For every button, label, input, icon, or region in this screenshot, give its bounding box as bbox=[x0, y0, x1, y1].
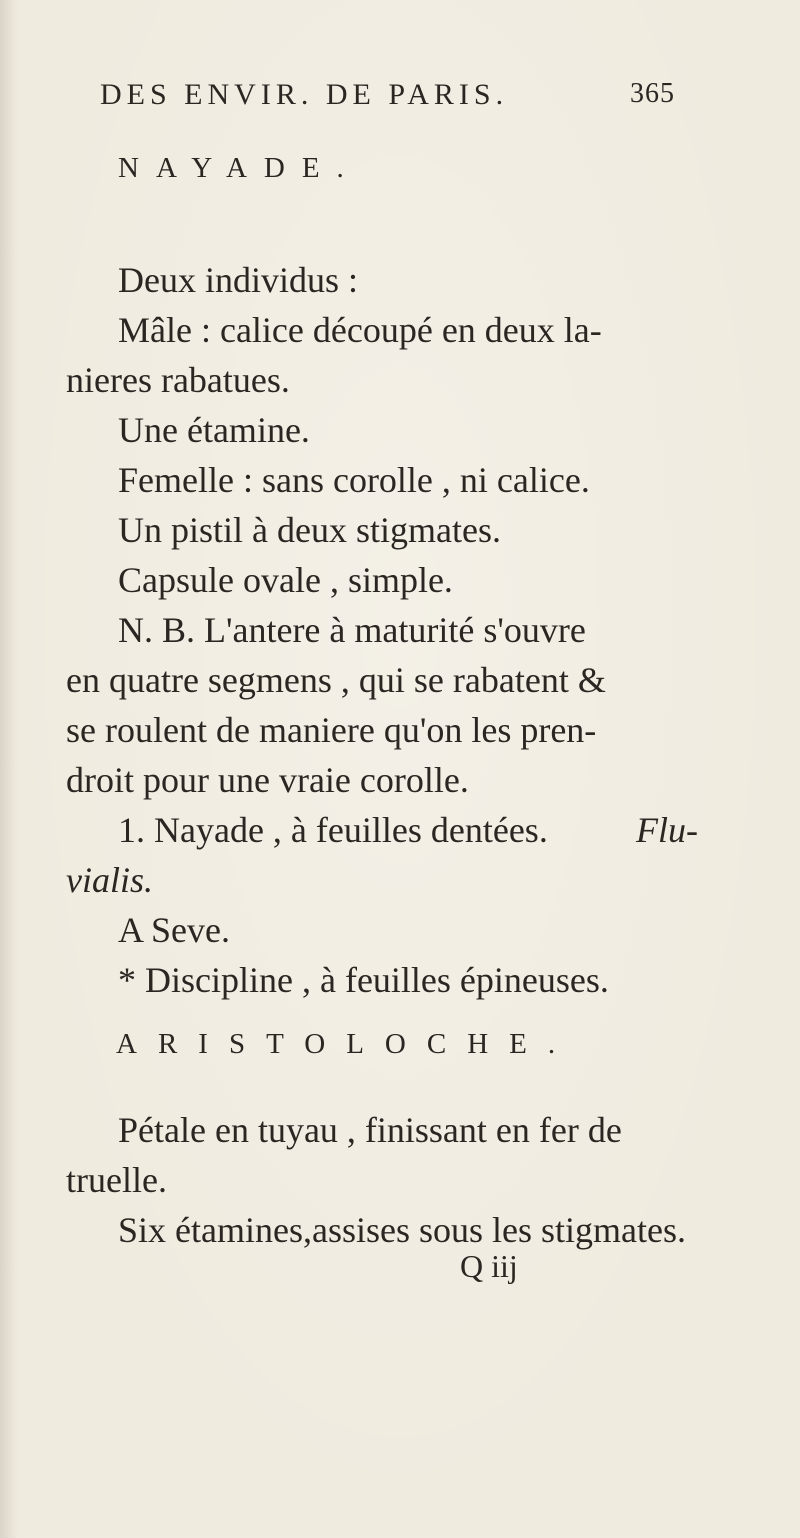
latin-name-part: Flu- bbox=[636, 810, 698, 850]
text-line: Six étamines,assises sous les stigmates. bbox=[118, 1210, 686, 1250]
text-line: truelle. bbox=[66, 1160, 167, 1200]
running-head bbox=[100, 78, 720, 118]
text-line: * Discipline , à feuilles épineuses. bbox=[118, 960, 609, 1000]
latin-name-part: vialis. bbox=[66, 860, 153, 900]
page-number: 365 bbox=[630, 78, 675, 109]
gutter-shadow bbox=[0, 0, 18, 1538]
running-title: DES ENVIR. DE PARIS. bbox=[100, 78, 509, 111]
text-line: 1. Nayade , à feuilles dentées. bbox=[118, 810, 548, 850]
text-line: Un pistil à deux stigmates. bbox=[118, 510, 501, 550]
section-heading-aristoloche: ARISTOLOCHE. bbox=[116, 1028, 577, 1060]
signature-mark: Q iij bbox=[460, 1248, 518, 1284]
text-line: A Seve. bbox=[118, 910, 230, 950]
text-line: Pétale en tuyau , finissant en fer de bbox=[118, 1110, 622, 1150]
text-line: N. B. L'antere à maturité s'ouvre bbox=[118, 610, 586, 650]
text-line: Mâle : calice découpé en deux la- bbox=[118, 310, 602, 350]
text-line: droit pour une vraie corolle. bbox=[66, 760, 469, 800]
text-line: Femelle : sans corolle , ni calice. bbox=[118, 460, 590, 500]
text-line: Une étamine. bbox=[118, 410, 310, 450]
text-line: se roulent de maniere qu'on les pren- bbox=[66, 710, 597, 750]
text-line: Deux individus : bbox=[118, 260, 358, 300]
text-line: Capsule ovale , simple. bbox=[118, 560, 453, 600]
section-heading-nayade: NAYADE. bbox=[118, 152, 361, 184]
text-line: nieres rabatues. bbox=[66, 360, 290, 400]
text-line: en quatre segmens , qui se rabatent & bbox=[66, 660, 606, 700]
